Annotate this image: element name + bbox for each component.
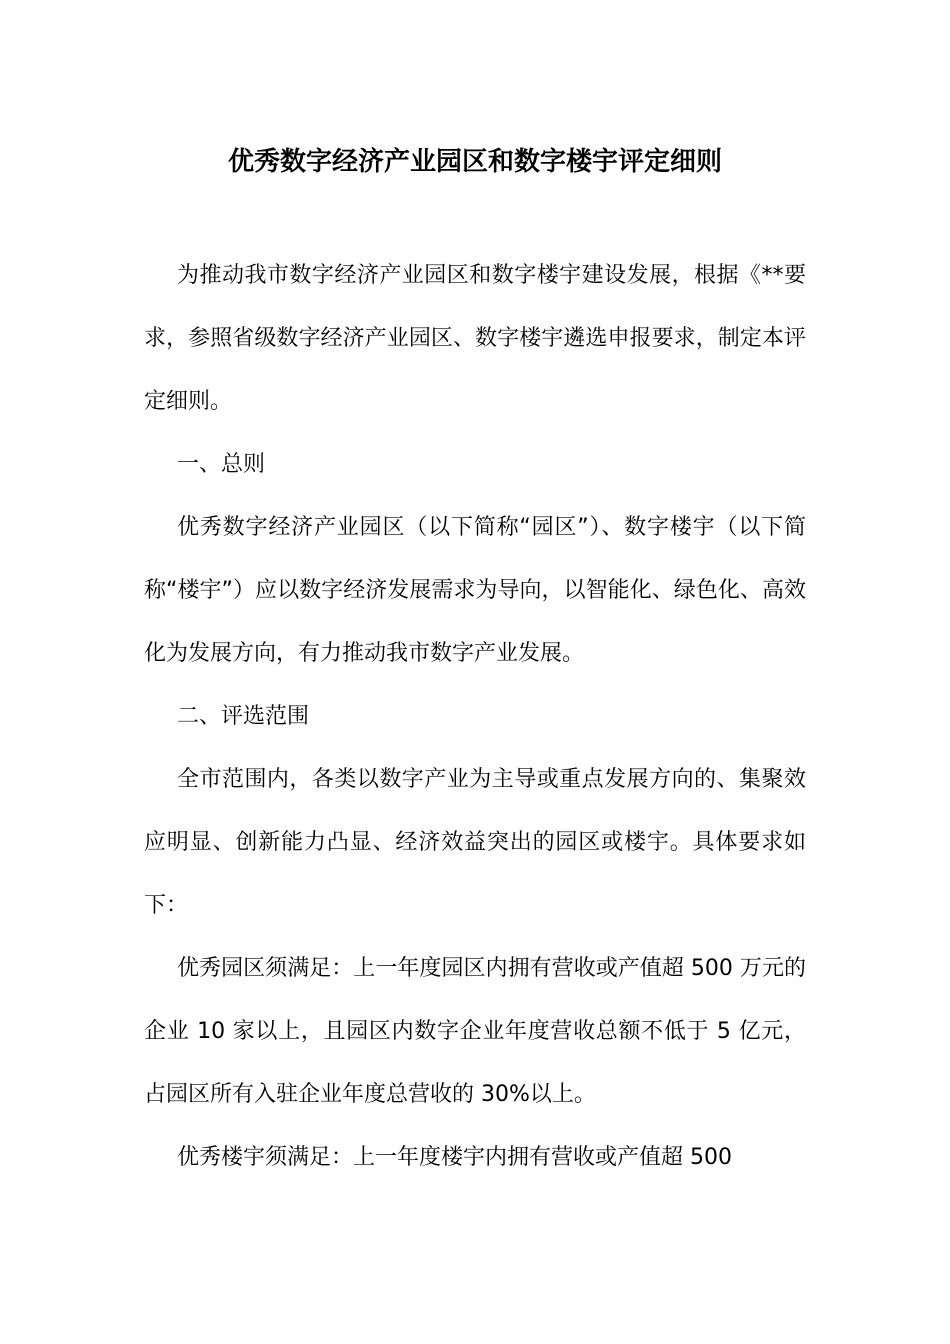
document-body (144, 244, 806, 1189)
paragraph-intro: 为推动我市数字经济产业园区和数字楼宇建设发展，根据《**要求，参照省级数字经济产业园区、数字楼宇遴选申报要求，制定本评定细则。 (144, 263, 806, 414)
paragraph-scope: 全市范围内，各类以数字产业为主导或重点发展方向的、集聚效应明显、创新能力凸显、经济效益突出的园区或楼宇。具体要求如下： (144, 767, 806, 918)
section-heading-scope: 二、评选范围 (177, 704, 310, 729)
document-title: 优秀数字经济产业园区和数字楼宇评定细则 (227, 147, 722, 177)
section-heading-general: 一、总则 (177, 452, 266, 477)
paragraph-general: 优秀数字经济产业园区（以下简称“园区”）、数字楼宇（以下简称“楼宇”）应以数字经济发展需求为导向，以智能化、绿色化、高效化为发展方向，有力推动我市数字产业发展。 (144, 515, 806, 666)
paragraph-building-requirement: 优秀楼宇须满足：上一年度楼宇内拥有营收或产值超 500 (177, 1145, 732, 1170)
paragraph-park-requirement: 优秀园区须满足：上一年度园区内拥有营收或产值超 500 万元的企业 10 家以上，且园区内数字企业年度营收总额不低于 5 亿元，占园区所有入驻企业年度总营收的 30%以上。 (144, 956, 806, 1107)
